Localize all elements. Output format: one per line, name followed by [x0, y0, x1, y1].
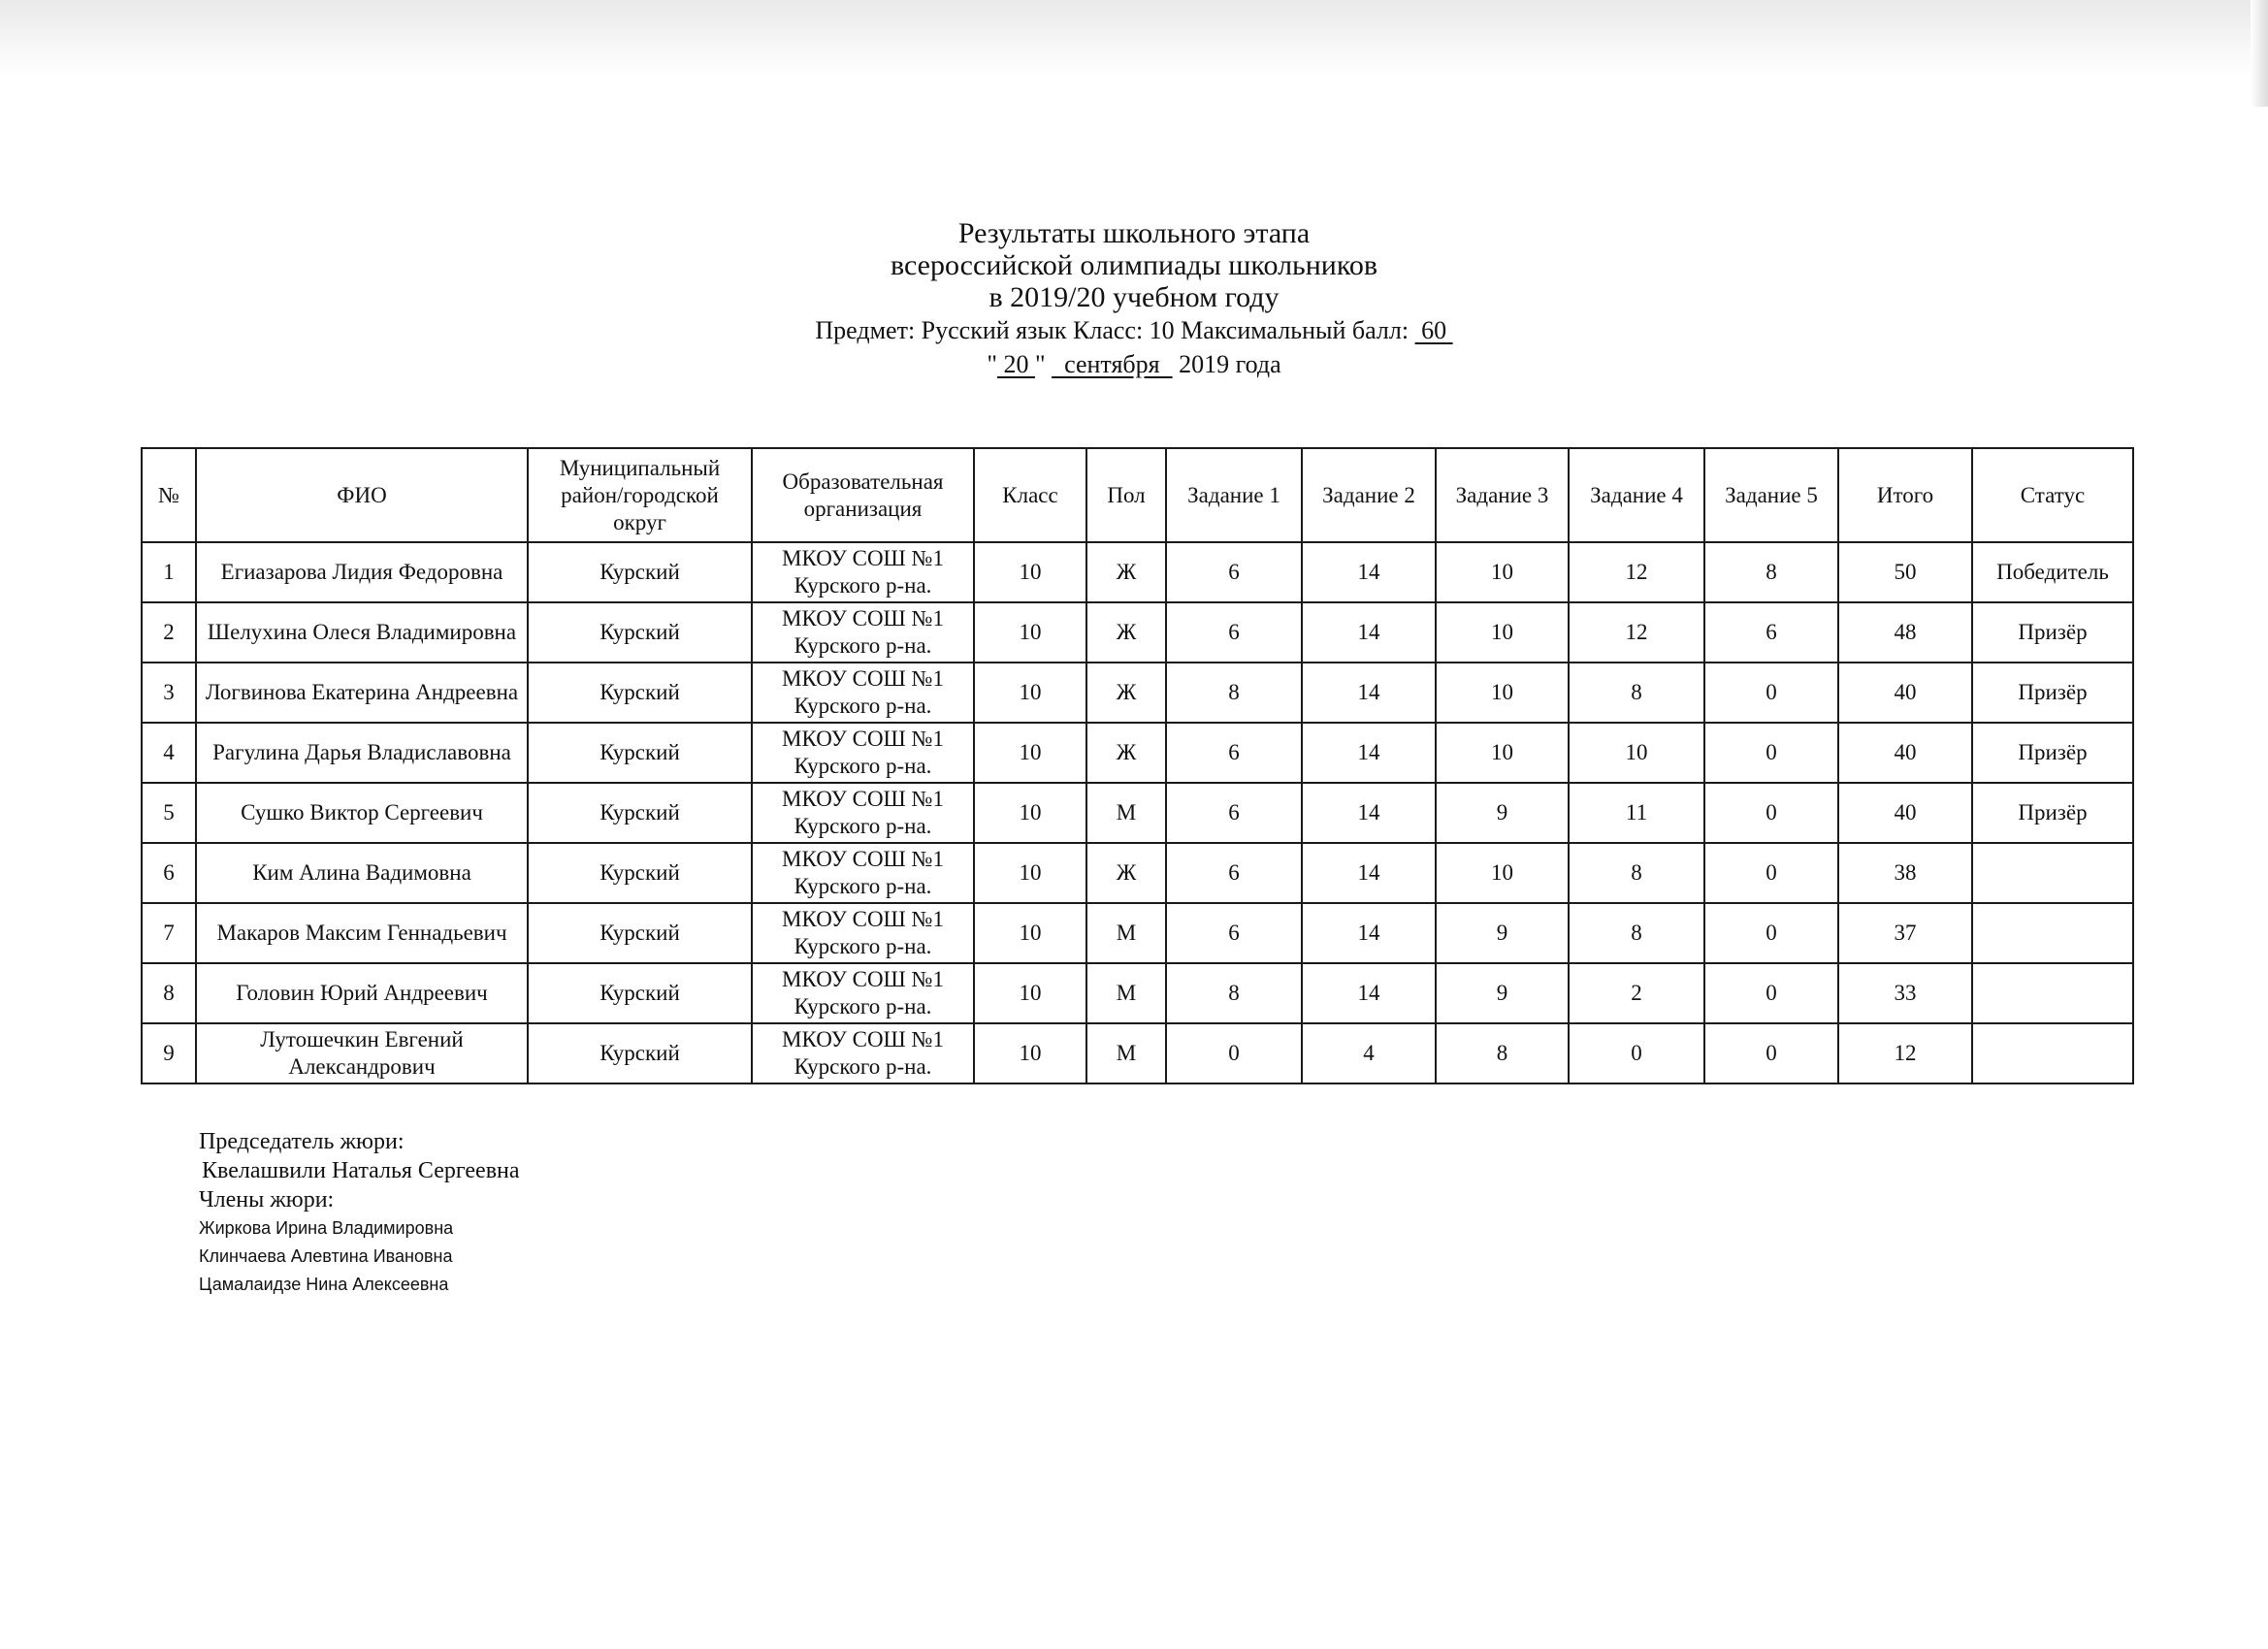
- table-cell: МКОУ СОШ №1 Курского р-на.: [752, 963, 974, 1023]
- jury-block: [199, 1127, 520, 1299]
- table-cell: 8: [1569, 663, 1704, 723]
- table-cell: 50: [1838, 542, 1972, 602]
- table-cell: 2: [1569, 963, 1704, 1023]
- table-cell: 38: [1838, 843, 1972, 903]
- table-cell: 14: [1302, 843, 1436, 903]
- table-cell: 10: [974, 783, 1086, 843]
- title-line-3: в 2019/20 учебном году: [988, 281, 1280, 313]
- table-cell: 6: [1166, 542, 1302, 602]
- max-score: 60: [1421, 316, 1447, 344]
- date-year: 2019 года: [1179, 350, 1281, 378]
- jury-chair-name: Квелашвили Наталья Сергеевна: [202, 1158, 520, 1183]
- table-cell: Курский: [528, 963, 752, 1023]
- table-cell: Егиазарова Лидия Федоровна: [196, 542, 528, 602]
- table-cell: Курский: [528, 663, 752, 723]
- subject-text: Предмет: Русский язык Класс: 10 Максимальный балл:: [815, 316, 1409, 344]
- table-cell: Ж: [1086, 602, 1166, 663]
- table-cell: 10: [974, 663, 1086, 723]
- table-cell: 48: [1838, 602, 1972, 663]
- table-cell: 7: [142, 903, 196, 963]
- table-cell: Курский: [528, 1023, 752, 1083]
- table-cell: Призёр: [1972, 663, 2133, 723]
- table-cell: Призёр: [1972, 602, 2133, 663]
- table-cell: 8: [1704, 542, 1838, 602]
- table-cell: [1972, 1023, 2133, 1083]
- table-cell: 4: [142, 723, 196, 783]
- table-cell: МКОУ СОШ №1 Курского р-на.: [752, 783, 974, 843]
- table-cell: 0: [1704, 783, 1838, 843]
- table-row: [142, 1023, 2133, 1083]
- table-cell: 0: [1569, 1023, 1704, 1083]
- table-cell: 5: [142, 783, 196, 843]
- table-cell: МКОУ СОШ №1 Курского р-на.: [752, 843, 974, 903]
- column-header: Пол: [1086, 448, 1166, 542]
- table-cell: [1972, 903, 2133, 963]
- table-cell: 6: [1166, 843, 1302, 903]
- table-cell: Призёр: [1972, 723, 2133, 783]
- table-cell: 10: [1436, 602, 1569, 663]
- table-cell: 12: [1569, 542, 1704, 602]
- table-cell: 2: [142, 602, 196, 663]
- jury-member: Жиркова Ирина Владимировна: [199, 1218, 454, 1238]
- table-cell: Головин Юрий Андреевич: [196, 963, 528, 1023]
- table-cell: Лутошечкин Евгений Александрович: [196, 1023, 528, 1083]
- column-header: Задание 4: [1569, 448, 1704, 542]
- table-cell: 10: [974, 602, 1086, 663]
- jury-member: Цамалаидзе Нина Алексеевна: [199, 1275, 449, 1294]
- table-cell: 9: [142, 1023, 196, 1083]
- table-cell: 10: [974, 1023, 1086, 1083]
- table-cell: 6: [1166, 783, 1302, 843]
- date-day: 20: [1003, 350, 1029, 378]
- table-cell: 3: [142, 663, 196, 723]
- table-cell: 0: [1704, 903, 1838, 963]
- table-cell: 9: [1436, 963, 1569, 1023]
- document-header: [0, 217, 2268, 381]
- table-cell: МКОУ СОШ №1 Курского р-на.: [752, 903, 974, 963]
- column-header: Образовательная организация: [752, 448, 974, 542]
- table-row: [142, 663, 2133, 723]
- table-cell: 10: [1569, 723, 1704, 783]
- table-row: [142, 963, 2133, 1023]
- table-cell: М: [1086, 1023, 1166, 1083]
- column-header: Задание 2: [1302, 448, 1436, 542]
- table-cell: 11: [1569, 783, 1704, 843]
- table-cell: Шелухина Олеся Владимировна: [196, 602, 528, 663]
- table-cell: 8: [1569, 843, 1704, 903]
- table-cell: 10: [974, 542, 1086, 602]
- table-cell: МКОУ СОШ №1 Курского р-на.: [752, 602, 974, 663]
- table-cell: 0: [1704, 963, 1838, 1023]
- column-header: ФИО: [196, 448, 528, 542]
- table-cell: 12: [1569, 602, 1704, 663]
- table-cell: 40: [1838, 663, 1972, 723]
- table-cell: М: [1086, 903, 1166, 963]
- column-header: Задание 1: [1166, 448, 1302, 542]
- table-cell: 14: [1302, 903, 1436, 963]
- table-row: [142, 783, 2133, 843]
- table-cell: 10: [1436, 843, 1569, 903]
- jury-member: Клинчаева Алевтина Ивановна: [199, 1246, 453, 1266]
- table-cell: 0: [1704, 723, 1838, 783]
- table-cell: Сушко Виктор Сергеевич: [196, 783, 528, 843]
- table-cell: [1972, 843, 2133, 903]
- table-cell: Курский: [528, 602, 752, 663]
- table-cell: 6: [1166, 903, 1302, 963]
- table-cell: 37: [1838, 903, 1972, 963]
- table-row: [142, 843, 2133, 903]
- table-row: [142, 602, 2133, 663]
- table-cell: 14: [1302, 663, 1436, 723]
- table-cell: 0: [1166, 1023, 1302, 1083]
- table-cell: 14: [1302, 963, 1436, 1023]
- table-row: [142, 903, 2133, 963]
- table-cell: 6: [1704, 602, 1838, 663]
- table-cell: 10: [1436, 663, 1569, 723]
- table-cell: Курский: [528, 783, 752, 843]
- column-header: Класс: [974, 448, 1086, 542]
- table-cell: 0: [1704, 663, 1838, 723]
- column-header: Муниципальный район/городской округ: [528, 448, 752, 542]
- title-line-1: Результаты школьного этапа: [957, 217, 1311, 249]
- table-cell: Курский: [528, 843, 752, 903]
- table-cell: 6: [1166, 602, 1302, 663]
- table-cell: Курский: [528, 542, 752, 602]
- table-cell: 12: [1838, 1023, 1972, 1083]
- jury-members-label: Члены жюри:: [199, 1187, 335, 1212]
- table-cell: 0: [1704, 1023, 1838, 1083]
- table-cell: 10: [1436, 542, 1569, 602]
- title-line-2: всероссийской олимпиады школьников: [890, 249, 1378, 281]
- results-table: [141, 447, 2134, 1084]
- date-line: " 20 " сентября 2019 года: [987, 350, 1281, 378]
- column-header: Итого: [1838, 448, 1972, 542]
- table-cell: 10: [1436, 723, 1569, 783]
- table-cell: 14: [1302, 542, 1436, 602]
- column-header: Статус: [1972, 448, 2133, 542]
- table-cell: 8: [1569, 903, 1704, 963]
- scan-edge-right: [2251, 0, 2268, 107]
- table-cell: 10: [974, 963, 1086, 1023]
- table-cell: Ж: [1086, 663, 1166, 723]
- table-cell: Курский: [528, 723, 752, 783]
- table-cell: Ким Алина Вадимовна: [196, 843, 528, 903]
- table-cell: 40: [1838, 783, 1972, 843]
- table-cell: 1: [142, 542, 196, 602]
- table-cell: Логвинова Екатерина Андреевна: [196, 663, 528, 723]
- table-cell: 6: [1166, 723, 1302, 783]
- table-cell: 40: [1838, 723, 1972, 783]
- table-cell: 9: [1436, 903, 1569, 963]
- table-cell: Победитель: [1972, 542, 2133, 602]
- table-cell: Рагулина Дарья Владиславовна: [196, 723, 528, 783]
- table-cell: МКОУ СОШ №1 Курского р-на.: [752, 723, 974, 783]
- table-header-row: [142, 448, 2133, 542]
- table-cell: 8: [1166, 663, 1302, 723]
- scan-edge-top: [0, 0, 2268, 78]
- table-cell: 4: [1302, 1023, 1436, 1083]
- column-header: №: [142, 448, 196, 542]
- table-cell: М: [1086, 783, 1166, 843]
- column-header: Задание 3: [1436, 448, 1569, 542]
- table-cell: 14: [1302, 783, 1436, 843]
- date-month: сентября: [1064, 350, 1160, 378]
- table-body: [142, 542, 2133, 1083]
- table-cell: 6: [142, 843, 196, 903]
- table-cell: МКОУ СОШ №1 Курского р-на.: [752, 542, 974, 602]
- table-cell: 8: [1436, 1023, 1569, 1083]
- table-cell: МКОУ СОШ №1 Курского р-на.: [752, 1023, 974, 1083]
- table-cell: 8: [1166, 963, 1302, 1023]
- table-row: [142, 723, 2133, 783]
- subject-line: [0, 313, 2268, 347]
- table-cell: МКОУ СОШ №1 Курского р-на.: [752, 663, 974, 723]
- table-cell: Ж: [1086, 542, 1166, 602]
- column-header: Задание 5: [1704, 448, 1838, 542]
- table-cell: 9: [1436, 783, 1569, 843]
- table-cell: 10: [974, 723, 1086, 783]
- table-cell: 10: [974, 843, 1086, 903]
- table-cell: 8: [142, 963, 196, 1023]
- table-cell: 33: [1838, 963, 1972, 1023]
- table-cell: 14: [1302, 602, 1436, 663]
- table-cell: Курский: [528, 903, 752, 963]
- table-cell: Макаров Максим Геннадьевич: [196, 903, 528, 963]
- table-cell: Ж: [1086, 723, 1166, 783]
- table-cell: 10: [974, 903, 1086, 963]
- jury-chair-label: Председатель жюри:: [199, 1129, 405, 1154]
- table-cell: Призёр: [1972, 783, 2133, 843]
- table-cell: 0: [1704, 843, 1838, 903]
- table-cell: М: [1086, 963, 1166, 1023]
- table-cell: [1972, 963, 2133, 1023]
- table-cell: Ж: [1086, 843, 1166, 903]
- table-cell: 14: [1302, 723, 1436, 783]
- table-row: [142, 542, 2133, 602]
